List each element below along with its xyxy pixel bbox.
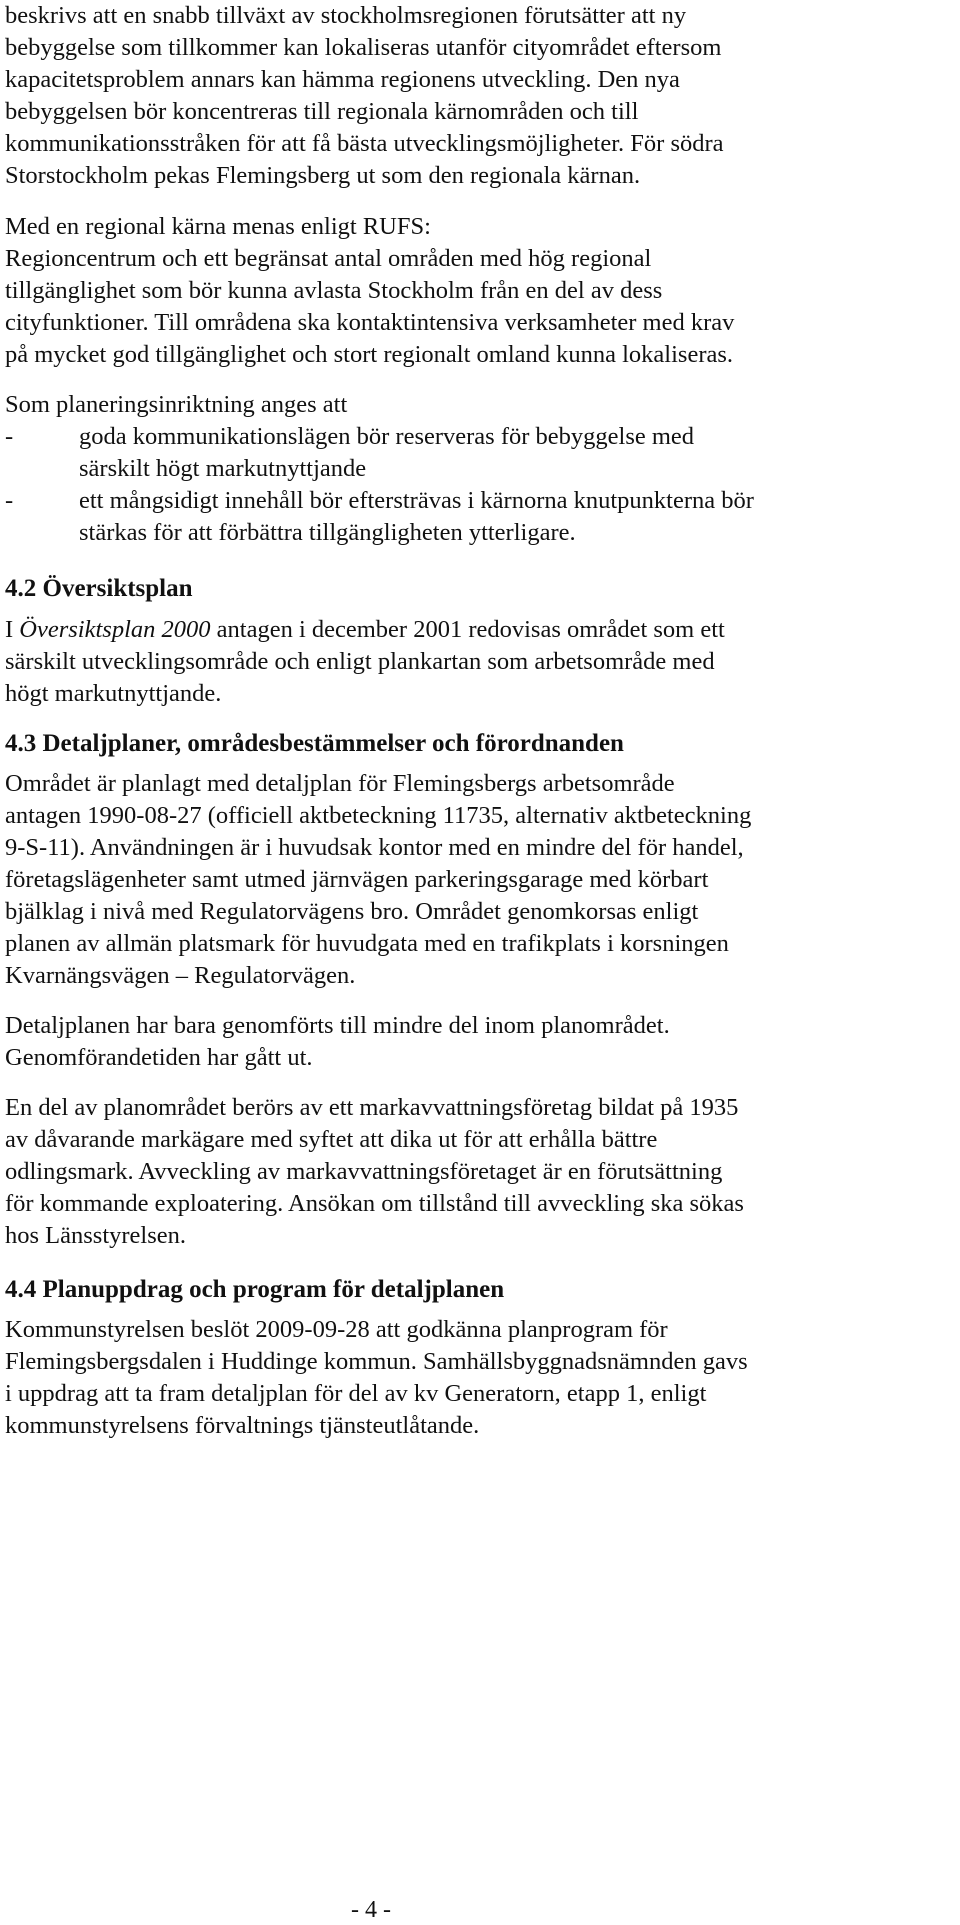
text-line: Området är planlagt med detaljplan för Flemingsbergs arbetsområde xyxy=(5,770,675,797)
text-line: stärkas för att förbättra tillgängligheten ytterligare. xyxy=(79,519,576,546)
text-line: kommunstyrelsens förvaltnings tjänsteutlåtande. xyxy=(5,1412,480,1439)
text-line: särskilt högt markutnyttjande xyxy=(79,455,367,482)
section-heading: 4.3 Detaljplaner, områdesbestämmelser och förordnanden xyxy=(5,730,624,757)
bullet-marker: - xyxy=(5,487,14,514)
page-number: - 4 - xyxy=(351,1897,391,1923)
text-line: Kommunstyrelsen beslöt 2009-09-28 att godkänna planprogram för xyxy=(5,1316,668,1343)
text-line: av dåvarande markägare med syftet att dika ut för att erhålla bättre xyxy=(5,1126,658,1153)
text-line: bebyggelsen bör koncentreras till regionala kärnområden och till xyxy=(5,98,639,125)
text-line: Storstockholm pekas Flemingsberg ut som den regionala kärnan. xyxy=(5,162,641,189)
text-line: I Översiktsplan 2000 antagen i december 2001 redovisas området som ett xyxy=(5,616,725,643)
text-line: på mycket god tillgänglighet och stort regionalt omland kunna lokaliseras. xyxy=(5,341,734,368)
text-line: i uppdrag att ta fram detaljplan för del av kv Generatorn, etapp 1, enligt xyxy=(5,1380,707,1407)
text-line: företagslägenheter samt utmed järnvägen parkeringsgarage med körbart xyxy=(5,866,709,893)
text-line: goda kommunikationslägen bör reserveras för bebyggelse med xyxy=(79,423,695,450)
text-line: kapacitetsproblem annars kan hämma regionens utveckling. Den nya xyxy=(5,66,680,93)
text-line: 9-S-11). Användningen är i huvudsak kontor med en mindre del för handel, xyxy=(5,834,744,861)
text-line: En del av planområdet berörs av ett markavvattningsföretag bildat på 1935 xyxy=(5,1094,739,1121)
text-line: Regioncentrum och ett begränsat antal områden med hög regional xyxy=(5,245,652,272)
section-heading: 4.4 Planuppdrag och program för detaljplanen xyxy=(5,1276,505,1303)
text-line: beskrivs att en snabb tillväxt av stockholmsregionen förutsätter att ny xyxy=(5,2,687,29)
bullet-marker: - xyxy=(5,423,14,450)
text-line: bebyggelse som tillkommer kan lokaliseras utanför cityområdet eftersom xyxy=(5,34,722,61)
text-line: högt markutnyttjande. xyxy=(5,680,222,707)
text-line: ett mångsidigt innehåll bör eftersträvas i kärnorna knutpunkterna bör xyxy=(79,487,754,514)
text-line: bjälklag i nivå med Regulatorvägens bro. Området genomkorsas enligt xyxy=(5,898,699,925)
text-line: Som planeringsinriktning anges att xyxy=(5,391,348,418)
text-line: kommunikationsstråken för att få bästa utvecklingsmöjligheter. För södra xyxy=(5,130,724,157)
text-line: Kvarnängsvägen – Regulatorvägen. xyxy=(5,962,356,989)
text-line: Genomförandetiden har gått ut. xyxy=(5,1044,313,1071)
text-line: cityfunktioner. Till områdena ska kontaktintensiva verksamheter med krav xyxy=(5,309,735,336)
text-line: tillgänglighet som bör kunna avlasta Stockholm från en del av dess xyxy=(5,277,663,304)
text-line: Detaljplanen har bara genomförts till mindre del inom planområdet. xyxy=(5,1012,670,1039)
text-line: odlingsmark. Avveckling av markavvattningsföretaget är en förutsättning xyxy=(5,1158,723,1185)
text-line: för kommande exploatering. Ansökan om tillstånd till avveckling ska sökas xyxy=(5,1190,744,1217)
text-line: Med en regional kärna menas enligt RUFS: xyxy=(5,213,431,240)
text-line: hos Länsstyrelsen. xyxy=(5,1222,186,1249)
text-line: särskilt utvecklingsområde och enligt plankartan som arbetsområde med xyxy=(5,648,715,675)
text-line: Flemingsbergsdalen i Huddinge kommun. Samhällsbyggnadsnämnden gavs xyxy=(5,1348,748,1375)
text-line: planen av allmän platsmark för huvudgata med en trafikplats i korsningen xyxy=(5,930,729,957)
section-heading: 4.2 Översiktsplan xyxy=(5,575,193,602)
text-line: antagen 1990-08-27 (officiell aktbeteckning 11735, alternativ aktbeteckning xyxy=(5,802,752,829)
document-title-italic: Översiktsplan 2000 xyxy=(19,616,211,643)
